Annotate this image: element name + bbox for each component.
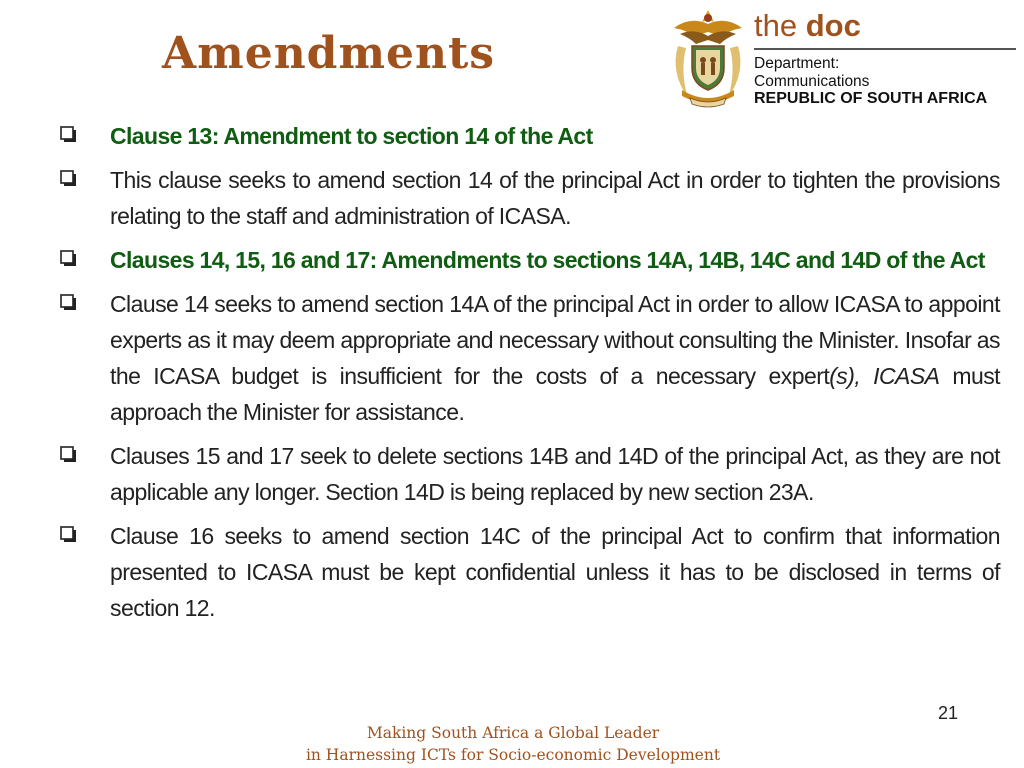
slide-title: Amendments (162, 28, 496, 79)
bullet-text-italic: (s), ICASA (829, 363, 940, 389)
logo-department-label: Department: (754, 55, 840, 72)
bullet-box-icon (60, 170, 77, 187)
footer-slogan-line-2: in Harnessing ICTs for Socio-economic Development (305, 746, 721, 764)
bullet-item-clause-13-heading (60, 118, 1000, 154)
bullet-item-clauses-15-17-description (60, 438, 1000, 510)
south-africa-coat-of-arms-icon (664, 6, 752, 112)
logo-department-name: Communications (754, 73, 870, 90)
bullet-box-icon (60, 294, 77, 311)
bullet-item-clause-13-description (60, 162, 1000, 234)
bullet-text: Clause 13: Amendment to section 14 of the Act (110, 123, 593, 149)
logo-country-name: REPUBLIC OF SOUTH AFRICA (754, 90, 988, 107)
bullet-box-icon (60, 126, 77, 143)
logo-text (754, 6, 1020, 112)
bullet-text: Clause 16 seeks to amend section 14C of the principal Act to confirm that information presented to ICASA must be kept confidential unless it has to be disclosed in terms of section 12. (110, 523, 1000, 621)
bullet-item-clause-16-description (60, 518, 1000, 626)
bullet-text: Clauses 15 and 17 seek to delete sections 14B and 14D of the principal Act, as they are not applicable any longer. Section 14D is being replaced by new section 23A. (110, 443, 1000, 505)
page-number: 21 (938, 703, 959, 723)
logo-divider (754, 48, 1016, 50)
logo-brand-the: the (754, 8, 798, 43)
bullet-box-icon (60, 446, 77, 463)
bullet-text: This clause seeks to amend section 14 of the principal Act in order to tighten the provisions relating to the staff and administration of ICASA. (110, 167, 1000, 229)
bullet-box-icon (60, 526, 77, 543)
bullet-text: Clauses 14, 15, 16 and 17: Amendments to sections 14A, 14B, 14C and 14D of the Act (110, 247, 985, 273)
bullet-text-part: must approach the Minister for assistance. (110, 363, 1001, 425)
bullet-text-part: Clause 14 seeks to amend section 14A of the principal Act in order to allow ICASA to appoint experts as it may deem appropriate and necessary without consulting the Minister. Insofar as the ICASA budget is insufficient for the costs of a necessary expert (110, 291, 1000, 389)
bullet-item-clauses-14-17-heading (60, 242, 1000, 278)
footer-slogan-line-1: Making South Africa a Global Leader (366, 724, 660, 742)
bullet-list (60, 118, 1000, 634)
department-logo (664, 6, 1020, 112)
logo-brand (754, 8, 861, 44)
bullet-item-clause-14-description (60, 286, 1000, 430)
logo-brand-doc: doc (805, 8, 861, 43)
bullet-box-icon (60, 250, 77, 267)
